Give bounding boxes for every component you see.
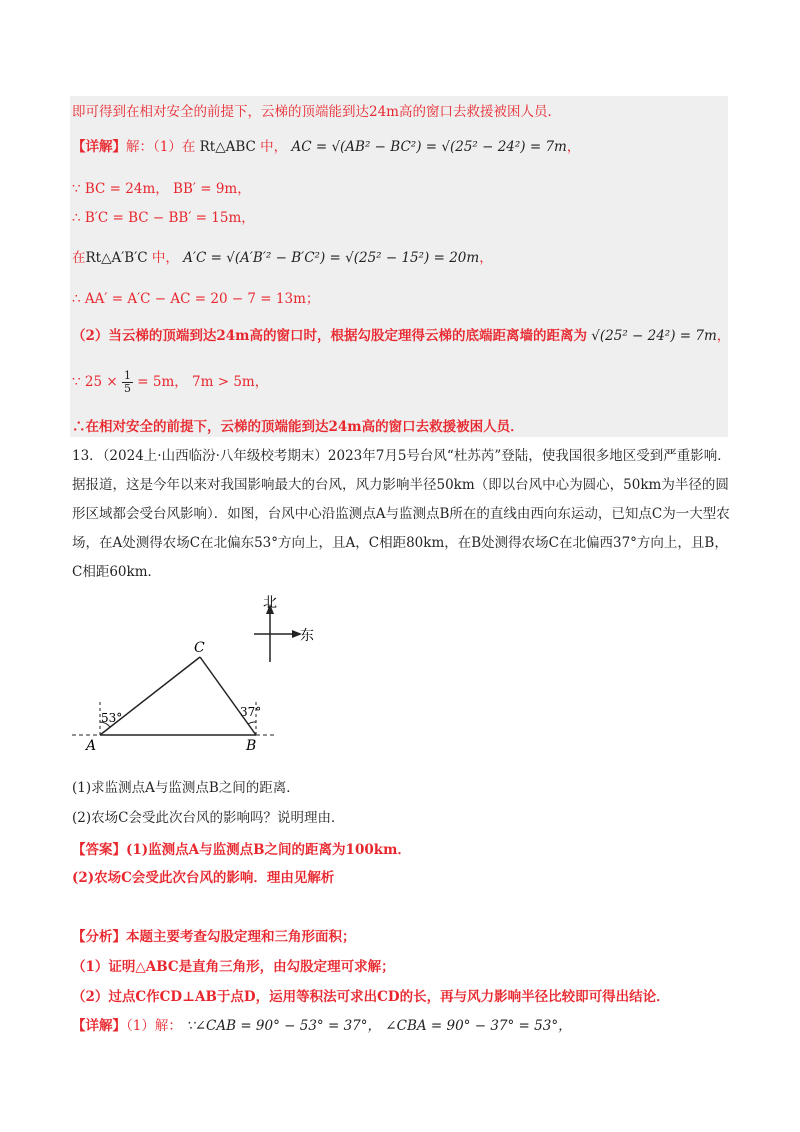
part2-text: （2）当云梯的顶端到达24m高的窗口时，根据勾股定理得云梯的底端距离墙的距离为 [72, 328, 587, 344]
frac-num: 1 [123, 369, 131, 382]
part2-line [72, 324, 730, 344]
problem-source: （2024上·山西临汾·八年级校考期末） [102, 448, 328, 464]
problem-13 [72, 442, 732, 587]
calc-prefix: ∵ 25 × [72, 374, 118, 390]
segment-bc [200, 657, 256, 735]
given-line: ∵ BC = 24m， BB′ = 9m， [72, 181, 251, 197]
detail-line-final [72, 1014, 572, 1034]
detail-line-rt2 [72, 246, 493, 266]
problem-number: 13． [72, 448, 103, 464]
detail-tag-2: 【详解】 [72, 1018, 126, 1034]
zhong-text: 中， [260, 139, 288, 155]
east-label: 东 [300, 628, 314, 644]
zhong-text-2: 中， [151, 250, 179, 266]
detail-line-1 [72, 135, 580, 155]
analysis-intro: 本题主要考查勾股定理和三角形面积； [126, 929, 356, 945]
rt-prefix: 在 [72, 250, 86, 266]
problem-text: 2023年7月5号台风“杜苏芮”登陆，使我国很多地区受到严重影响．据报道，这是今年以来对我国影响最大的台风，风力影响半径50km（即以台风中心为圆心，50km为半径的圆形区域都会受台风影响）．如图，台风中心沿监测点A与监测点B所在的直线由西向东运动，已知点C为一大型农场，在A处测得农场C在北偏东53°方向上，且A，C相距80km，在B处测得农场C在北偏西37°方向上，且B，C相距60km． [72, 448, 731, 580]
ac-formula: AC = √(AB² − BC²) = √(25² − 24²) = 7m [291, 139, 567, 155]
ac2-formula: A′C = √(A′B′² − B′C²) = √(25² − 15²) = 20m [183, 250, 480, 266]
frac-den: 5 [123, 382, 131, 395]
detail-intro: 解：（1）在 [126, 139, 196, 155]
point-a-label: A [86, 738, 97, 754]
calc-suffix: = 5m， 7m > 5m， [137, 374, 269, 390]
detail-formula: ∵∠CAB = 90° − 53° = 37°， ∠CBA = 90° − 37° = 53°， [186, 1018, 572, 1034]
angle-b-label: 37° [240, 705, 262, 719]
top-conclusion-line: 即可得到在相对安全的前提下，云梯的顶端能到达24m高的窗口去救援被困人员． [72, 104, 561, 120]
answer-line-1 [72, 838, 411, 858]
question-1: (1)求监测点A与监测点B之间的距离． [72, 780, 300, 796]
angle-a-label: 53° [101, 711, 123, 725]
comma-3: ， [716, 328, 731, 344]
answer-1: (1)监测点A与监测点B之间的距离为100km． [126, 842, 411, 858]
point-b-label: B [246, 738, 257, 754]
fraction-one-fifth [122, 370, 133, 395]
analysis-tag: 【分析】 [72, 929, 126, 945]
analysis-line [72, 925, 356, 945]
detail-tag: 【详解】 [72, 139, 126, 155]
point-c-label: C [194, 640, 205, 656]
answer-tag: 【答案】 [72, 842, 126, 858]
final-conclusion: ∴在相对安全的前提下，云梯的顶端能到达24m高的窗口去救援被困人员． [72, 419, 524, 435]
north-label: 北 [263, 595, 277, 611]
aa-line: ∴ AA′ = A′C − AC = 20 − 7 = 13m； [72, 291, 320, 307]
comma: ， [566, 139, 581, 155]
comma-2: ， [479, 250, 493, 266]
detail-text: （1）解： [126, 1018, 182, 1034]
analysis-p2: （2）过点C作CD⊥AB于点D，运用等积法可求出CD的长，再与风力影响半径比较即可得出结论． [72, 989, 670, 1005]
question-2: (2)农场C会受此次台风的影响吗？说明理由． [72, 810, 345, 826]
rt-abc-label: Rt△ABC [199, 139, 256, 155]
angle-arc-b [248, 722, 256, 724]
part2-formula: √(25² − 24²) = 7m [591, 328, 717, 344]
answer-2: (2)农场C会受此次台风的影响．理由见解析 [72, 870, 335, 886]
bc-line: ∴ B′C = BC − BB′ = 15m， [72, 210, 255, 226]
typhoon-figure [70, 590, 390, 760]
analysis-p1: （1）证明△ABC是直角三角形，由勾股定理可求解； [72, 959, 395, 975]
rt-abc2-label: Rt△A′B′C [85, 250, 148, 266]
calc-line [72, 370, 268, 395]
